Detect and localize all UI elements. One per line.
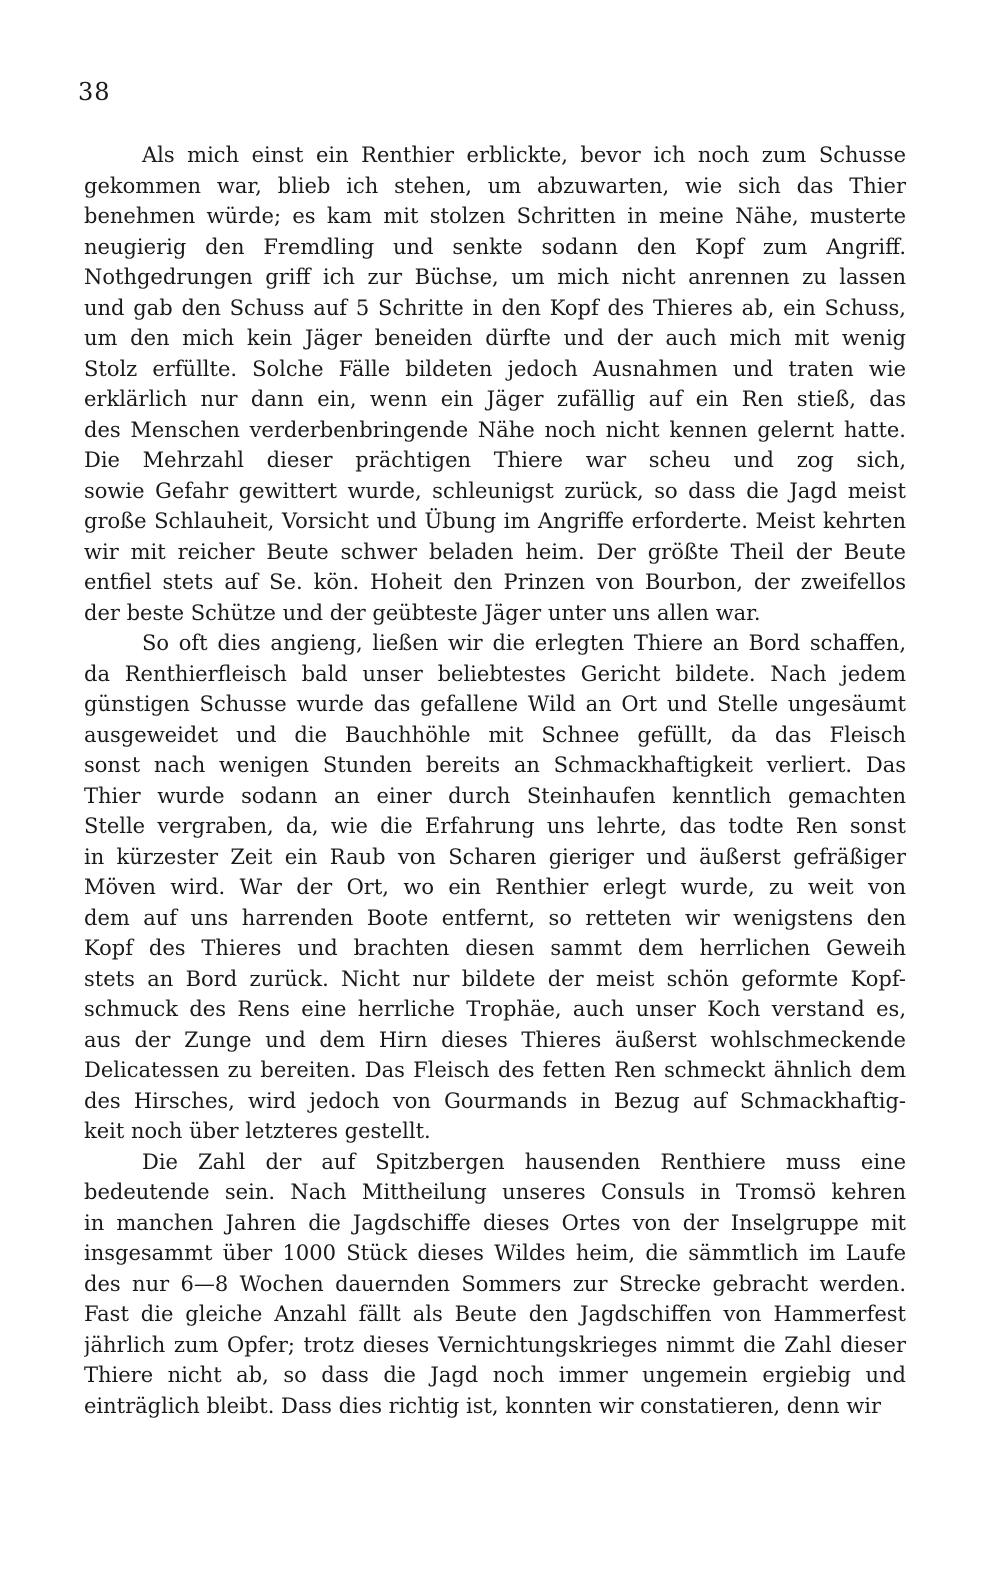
text-line: So oft dies angieng, ließen wir die erlegten Thiere an Bord schaffen, xyxy=(142,631,906,655)
text-line: einträglich bleibt. Dass dies richtig ist, konnten wir constatieren, denn wir xyxy=(84,1393,882,1418)
text-line: gekommen war, blieb ich stehen, um abzuwarten, wie sich das Thier xyxy=(84,173,906,198)
paragraph xyxy=(84,140,906,628)
text-line: Als mich einst ein Renthier erblickte, bevor ich noch zum Schusse xyxy=(142,143,906,167)
text-line: aus der Zunge und dem Hirn dieses Thieres äußerst wohlschmeckende xyxy=(84,1027,906,1052)
text-line: Die Mehrzahl dieser prächtigen Thiere war scheu und zog sich, xyxy=(84,448,906,472)
text-line: erklärlich nur dann ein, wenn ein Jäger zufällig auf ein Ren stieß, das xyxy=(84,387,906,411)
text-line: stets an Bord zurück. Nicht nur bildete der meist schön geformte Kopf- xyxy=(84,966,906,991)
text-line: sowie Gefahr gewittert wurde, schleunigst zurück, so dass die Jagd meist xyxy=(84,478,906,503)
text-line: insgesammt über 1000 Stück dieses Wildes heim, die sämmtlich im Laufe xyxy=(84,1241,906,1265)
body-text xyxy=(84,140,906,1421)
text-line: ausgeweidet und die Bauchhöhle mit Schnee gefüllt, da das Fleisch xyxy=(84,722,906,747)
text-line: Stolz erfüllte. Solche Fälle bildeten jedoch Ausnahmen und traten wie xyxy=(84,356,906,381)
text-line: des Menschen verderbenbringende Nähe noch nicht kennen gelernt hatte. xyxy=(84,417,906,442)
text-line: da Renthierfleisch bald unser beliebtestes Gericht bildete. Nach jedem xyxy=(84,661,906,686)
text-line: Stelle vergraben, da, wie die Erfahrung uns lehrte, das todte Ren sonst xyxy=(84,814,906,838)
text-line: Delicatessen zu bereiten. Das Fleisch des fetten Ren schmeckt ähnlich dem xyxy=(84,1058,906,1082)
text-line: Thiere nicht ab, so dass die Jagd noch immer ungemein ergiebig und xyxy=(84,1363,906,1387)
text-line: des Hirsches, wird jedoch von Gourmands in Bezug auf Schmackhaftig- xyxy=(84,1088,906,1113)
text-line: benehmen würde; es kam mit stolzen Schritten in meine Nähe, musterte xyxy=(84,204,906,228)
text-line: Thier wurde sodann an einer durch Steinhaufen kenntlich gemachten xyxy=(84,783,906,808)
text-line: wir mit reicher Beute schwer beladen heim. Der größte Theil der Beute xyxy=(84,539,906,564)
text-line: Nothgedrungen griff ich zur Büchse, um mich nicht anrennen zu lassen xyxy=(84,265,906,289)
text-line: bedeutende sein. Nach Mittheilung unseres Consuls in Tromsö kehren xyxy=(84,1180,906,1204)
text-line: entfiel stets auf Se. kön. Hoheit den Prinzen von Bourbon, der zweifellos xyxy=(84,570,906,594)
page-number: 38 xyxy=(78,78,111,106)
text-line: Die Zahl der auf Spitzbergen hausenden Renthiere muss eine xyxy=(142,1149,906,1174)
text-line: schmuck des Rens eine herrliche Trophäe, auch unser Koch verstand es, xyxy=(84,997,906,1021)
text-line: des nur 6—8 Wochen dauernden Sommers zur Strecke gebracht werden. xyxy=(84,1271,906,1296)
text-line: in manchen Jahren die Jagdschiffe dieses Ortes von der Inselgruppe mit xyxy=(84,1210,906,1235)
text-line: Fast die gleiche Anzahl fällt als Beute den Jagdschiffen von Hammerfest xyxy=(84,1302,906,1326)
text-line: jährlich zum Opfer; trotz dieses Vernichtungskrieges nimmt die Zahl dieser xyxy=(84,1332,906,1357)
text-line: der beste Schütze und der geübteste Jäger unter uns allen war. xyxy=(84,600,761,625)
text-line: und gab den Schuss auf 5 Schritte in den Kopf des Thieres ab, ein Schuss, xyxy=(84,295,906,320)
text-line: Kopf des Thieres und brachten diesen sammt dem herrlichen Geweih xyxy=(84,936,906,960)
text-line: Möven wird. War der Ort, wo ein Renthier erlegt wurde, zu weit von xyxy=(84,875,906,899)
text-line: günstigen Schusse wurde das gefallene Wild an Ort und Stelle ungesäumt xyxy=(84,692,906,716)
text-line: in kürzester Zeit ein Raub von Scharen gieriger und äußerst gefräßiger xyxy=(84,844,906,869)
text-line: große Schlauheit, Vorsicht und Übung im Angriffe erforderte. Meist kehrten xyxy=(84,509,906,533)
paragraph xyxy=(84,628,906,1147)
text-line: keit noch über letzteres gestellt. xyxy=(84,1119,431,1143)
text-line: sonst nach wenigen Stunden bereits an Schmackhaftigkeit verliert. Das xyxy=(84,753,906,777)
text-line: dem auf uns harrenden Boote entfernt, so retteten wir wenigstens den xyxy=(84,905,906,930)
text-line: neugierig den Fremdling und senkte sodann den Kopf zum Angriff. xyxy=(84,234,906,259)
text-line: um den mich kein Jäger beneiden dürfte und der auch mich mit wenig xyxy=(84,326,906,350)
paragraph xyxy=(84,1147,906,1422)
